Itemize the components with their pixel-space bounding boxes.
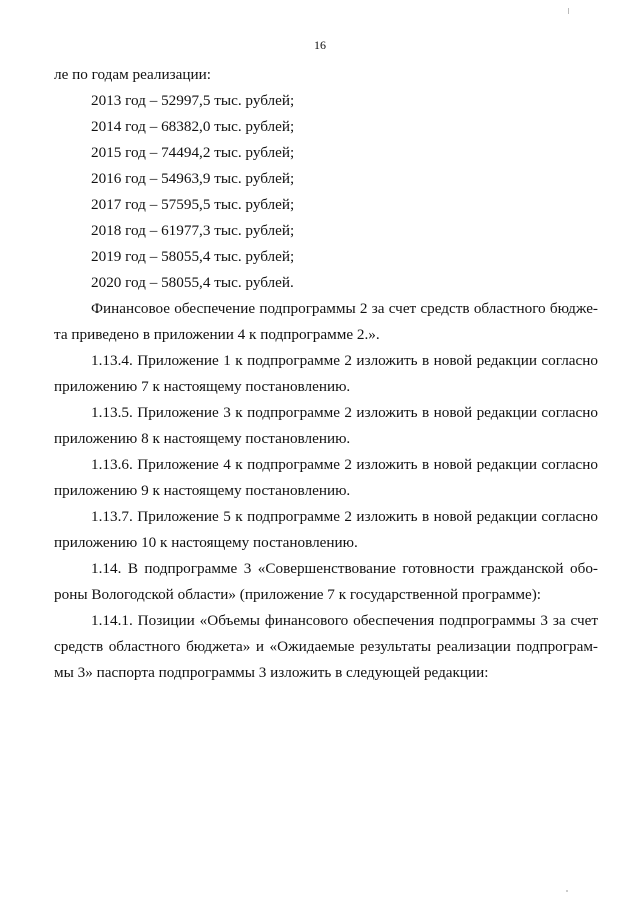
paragraph-line: мы 3» паспорта подпрограммы 3 изложить в следующей редакции: bbox=[54, 664, 489, 681]
funding-year-2018: 2018 год – 61977,3 тыс. рублей; bbox=[91, 222, 295, 239]
paragraph-line: та приведено в приложении 4 к подпрограмме 2.». bbox=[54, 326, 380, 343]
paragraph-line: 1.13.4. Приложение 1 к подпрограмме 2 изложить в новой редакции согласно bbox=[91, 352, 598, 369]
paragraph-line: средств областного бюджета» и «Ожидаемые результаты реализации подпрограм- bbox=[54, 638, 598, 655]
paragraph-line: приложению 9 к настоящему постановлению. bbox=[54, 482, 351, 499]
funding-year-2014: 2014 год – 68382,0 тыс. рублей; bbox=[91, 118, 295, 135]
paragraph-line: 1.13.6. Приложение 4 к подпрограмме 2 изложить в новой редакции согласно bbox=[91, 456, 598, 473]
paragraph-line: приложению 8 к настоящему постановлению. bbox=[54, 430, 351, 447]
funding-year-2016: 2016 год – 54963,9 тыс. рублей; bbox=[91, 170, 295, 187]
paragraph-line: 1.14.1. Позиции «Объемы финансового обеспечения подпрограммы 3 за счет bbox=[91, 612, 598, 629]
scan-mark bbox=[568, 8, 569, 14]
paragraph-line: 1.13.5. Приложение 3 к подпрограмме 2 изложить в новой редакции согласно bbox=[91, 404, 598, 421]
funding-year-2019: 2019 год – 58055,4 тыс. рублей; bbox=[91, 248, 295, 265]
paragraph-line: приложению 10 к настоящему постановлению. bbox=[54, 534, 358, 551]
funding-year-2020: 2020 год – 58055,4 тыс. рублей. bbox=[91, 274, 294, 291]
funding-year-2017: 2017 год – 57595,5 тыс. рублей; bbox=[91, 196, 295, 213]
funding-year-2013: 2013 год – 52997,5 тыс. рублей; bbox=[91, 92, 295, 109]
paragraph-line: роны Вологодской области» (приложение 7 к государственной программе): bbox=[54, 586, 542, 603]
paragraph-line: приложению 7 к настоящему постановлению. bbox=[54, 378, 351, 395]
funding-year-2015: 2015 год – 74494,2 тыс. рублей; bbox=[91, 144, 295, 161]
paragraph-line: 1.13.7. Приложение 5 к подпрограмме 2 изложить в новой редакции согласно bbox=[91, 508, 598, 525]
paragraph-line: Финансовое обеспечение подпрограммы 2 за счет средств областного бюдже- bbox=[91, 300, 598, 317]
paragraph-line: 1.14. В подпрограмме 3 «Совершенствование готовности гражданской обо- bbox=[91, 560, 598, 577]
scan-mark bbox=[566, 890, 568, 892]
page-number: 16 bbox=[314, 38, 326, 52]
text-line: ле по годам реализации: bbox=[54, 66, 211, 83]
document-body bbox=[54, 62, 598, 686]
